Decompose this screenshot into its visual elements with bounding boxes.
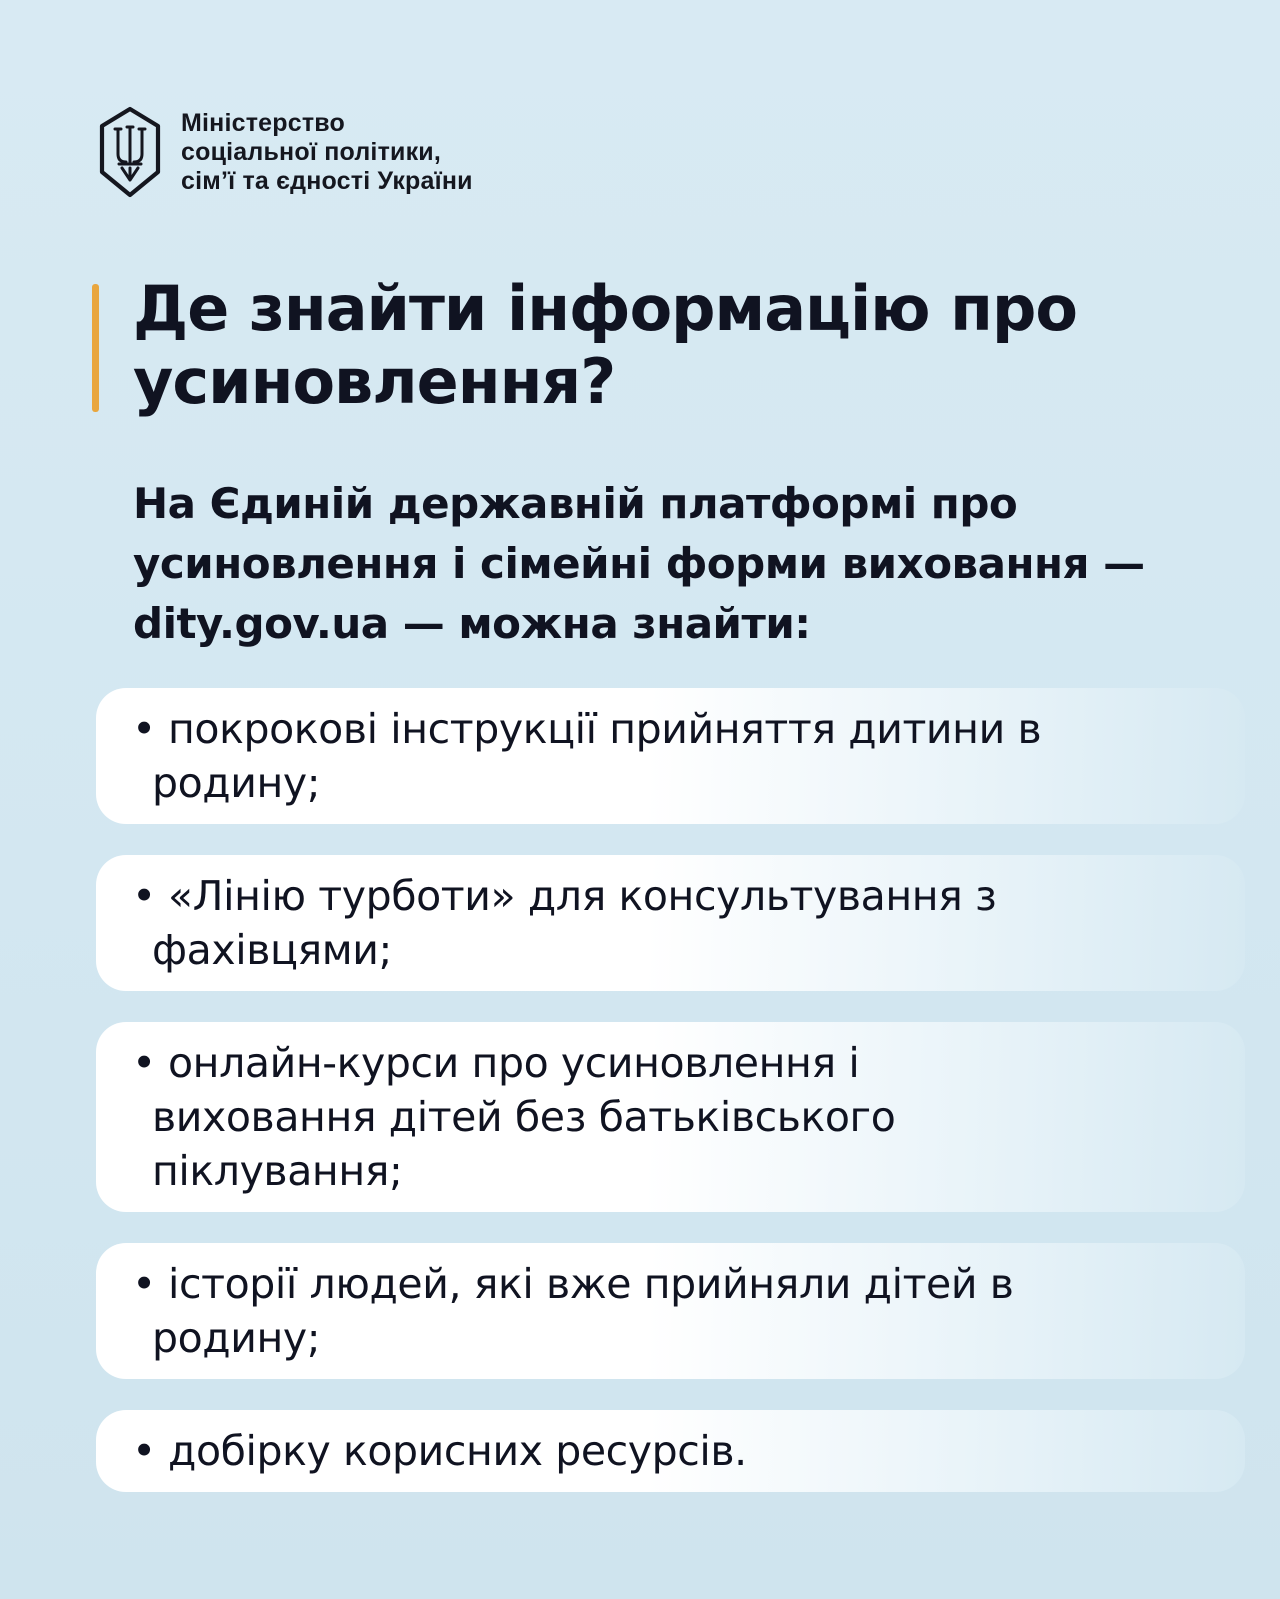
bullet-text-line: виховання дітей без батьківського [152, 1093, 896, 1141]
ministry-header [95, 106, 473, 198]
intro-line: На Єдиній державній платформі про [133, 479, 1018, 528]
bullet-text-line: родину; [152, 759, 321, 807]
bullet-text-line: «Лінію турботи» для консультування з [168, 872, 997, 920]
bullet-text [152, 869, 997, 977]
intro-text [133, 474, 1220, 654]
bullet-text-line: добірку корисних ресурсів. [168, 1427, 747, 1475]
bullet-card [96, 688, 1245, 824]
bullet-text-line: історії людей, які вже прийняли дітей в [168, 1260, 1014, 1308]
bullet-dot: • [132, 1260, 157, 1308]
page-title-line: Де знайти інформацію про [133, 272, 1077, 345]
ministry-name-line: сім’ї та єдності України [181, 166, 473, 195]
bullet-dot: • [132, 872, 157, 920]
bullet-card [96, 1243, 1245, 1379]
bullet-text-line: покрокові інструкції прийняття дитини в [168, 705, 1042, 753]
page-title [133, 272, 1220, 418]
bullet-card [96, 1022, 1245, 1212]
bullet-dot: • [132, 705, 157, 753]
bullet-text [152, 1036, 896, 1198]
bullet-text-line: фахівцями; [152, 926, 392, 974]
intro-line: усиновлення і сімейні форми виховання — [133, 539, 1145, 588]
trident-hexagon-icon [95, 106, 165, 198]
ministry-name-line: соціальної політики, [181, 137, 442, 166]
bullet-card [96, 1410, 1245, 1492]
ministry-name [181, 109, 473, 196]
bullet-text [152, 702, 1042, 810]
bullet-dot: • [132, 1427, 157, 1475]
bullet-dot: • [132, 1039, 157, 1087]
intro-line: dity.gov.ua — можна знайти: [133, 599, 811, 648]
page-title-line: усиновлення? [133, 345, 616, 418]
bullet-text-line: онлайн-курси про усиновлення і [168, 1039, 860, 1087]
ministry-name-line: Міністерство [181, 108, 345, 137]
bullet-card-list [96, 688, 1245, 1492]
bullet-text [168, 1424, 747, 1478]
bullet-card [96, 855, 1245, 991]
bullet-text [152, 1257, 1014, 1365]
title-accent-bar [92, 284, 99, 412]
bullet-text-line: родину; [152, 1314, 321, 1362]
title-block [133, 272, 1220, 418]
bullet-text-line: піклування; [152, 1147, 403, 1195]
